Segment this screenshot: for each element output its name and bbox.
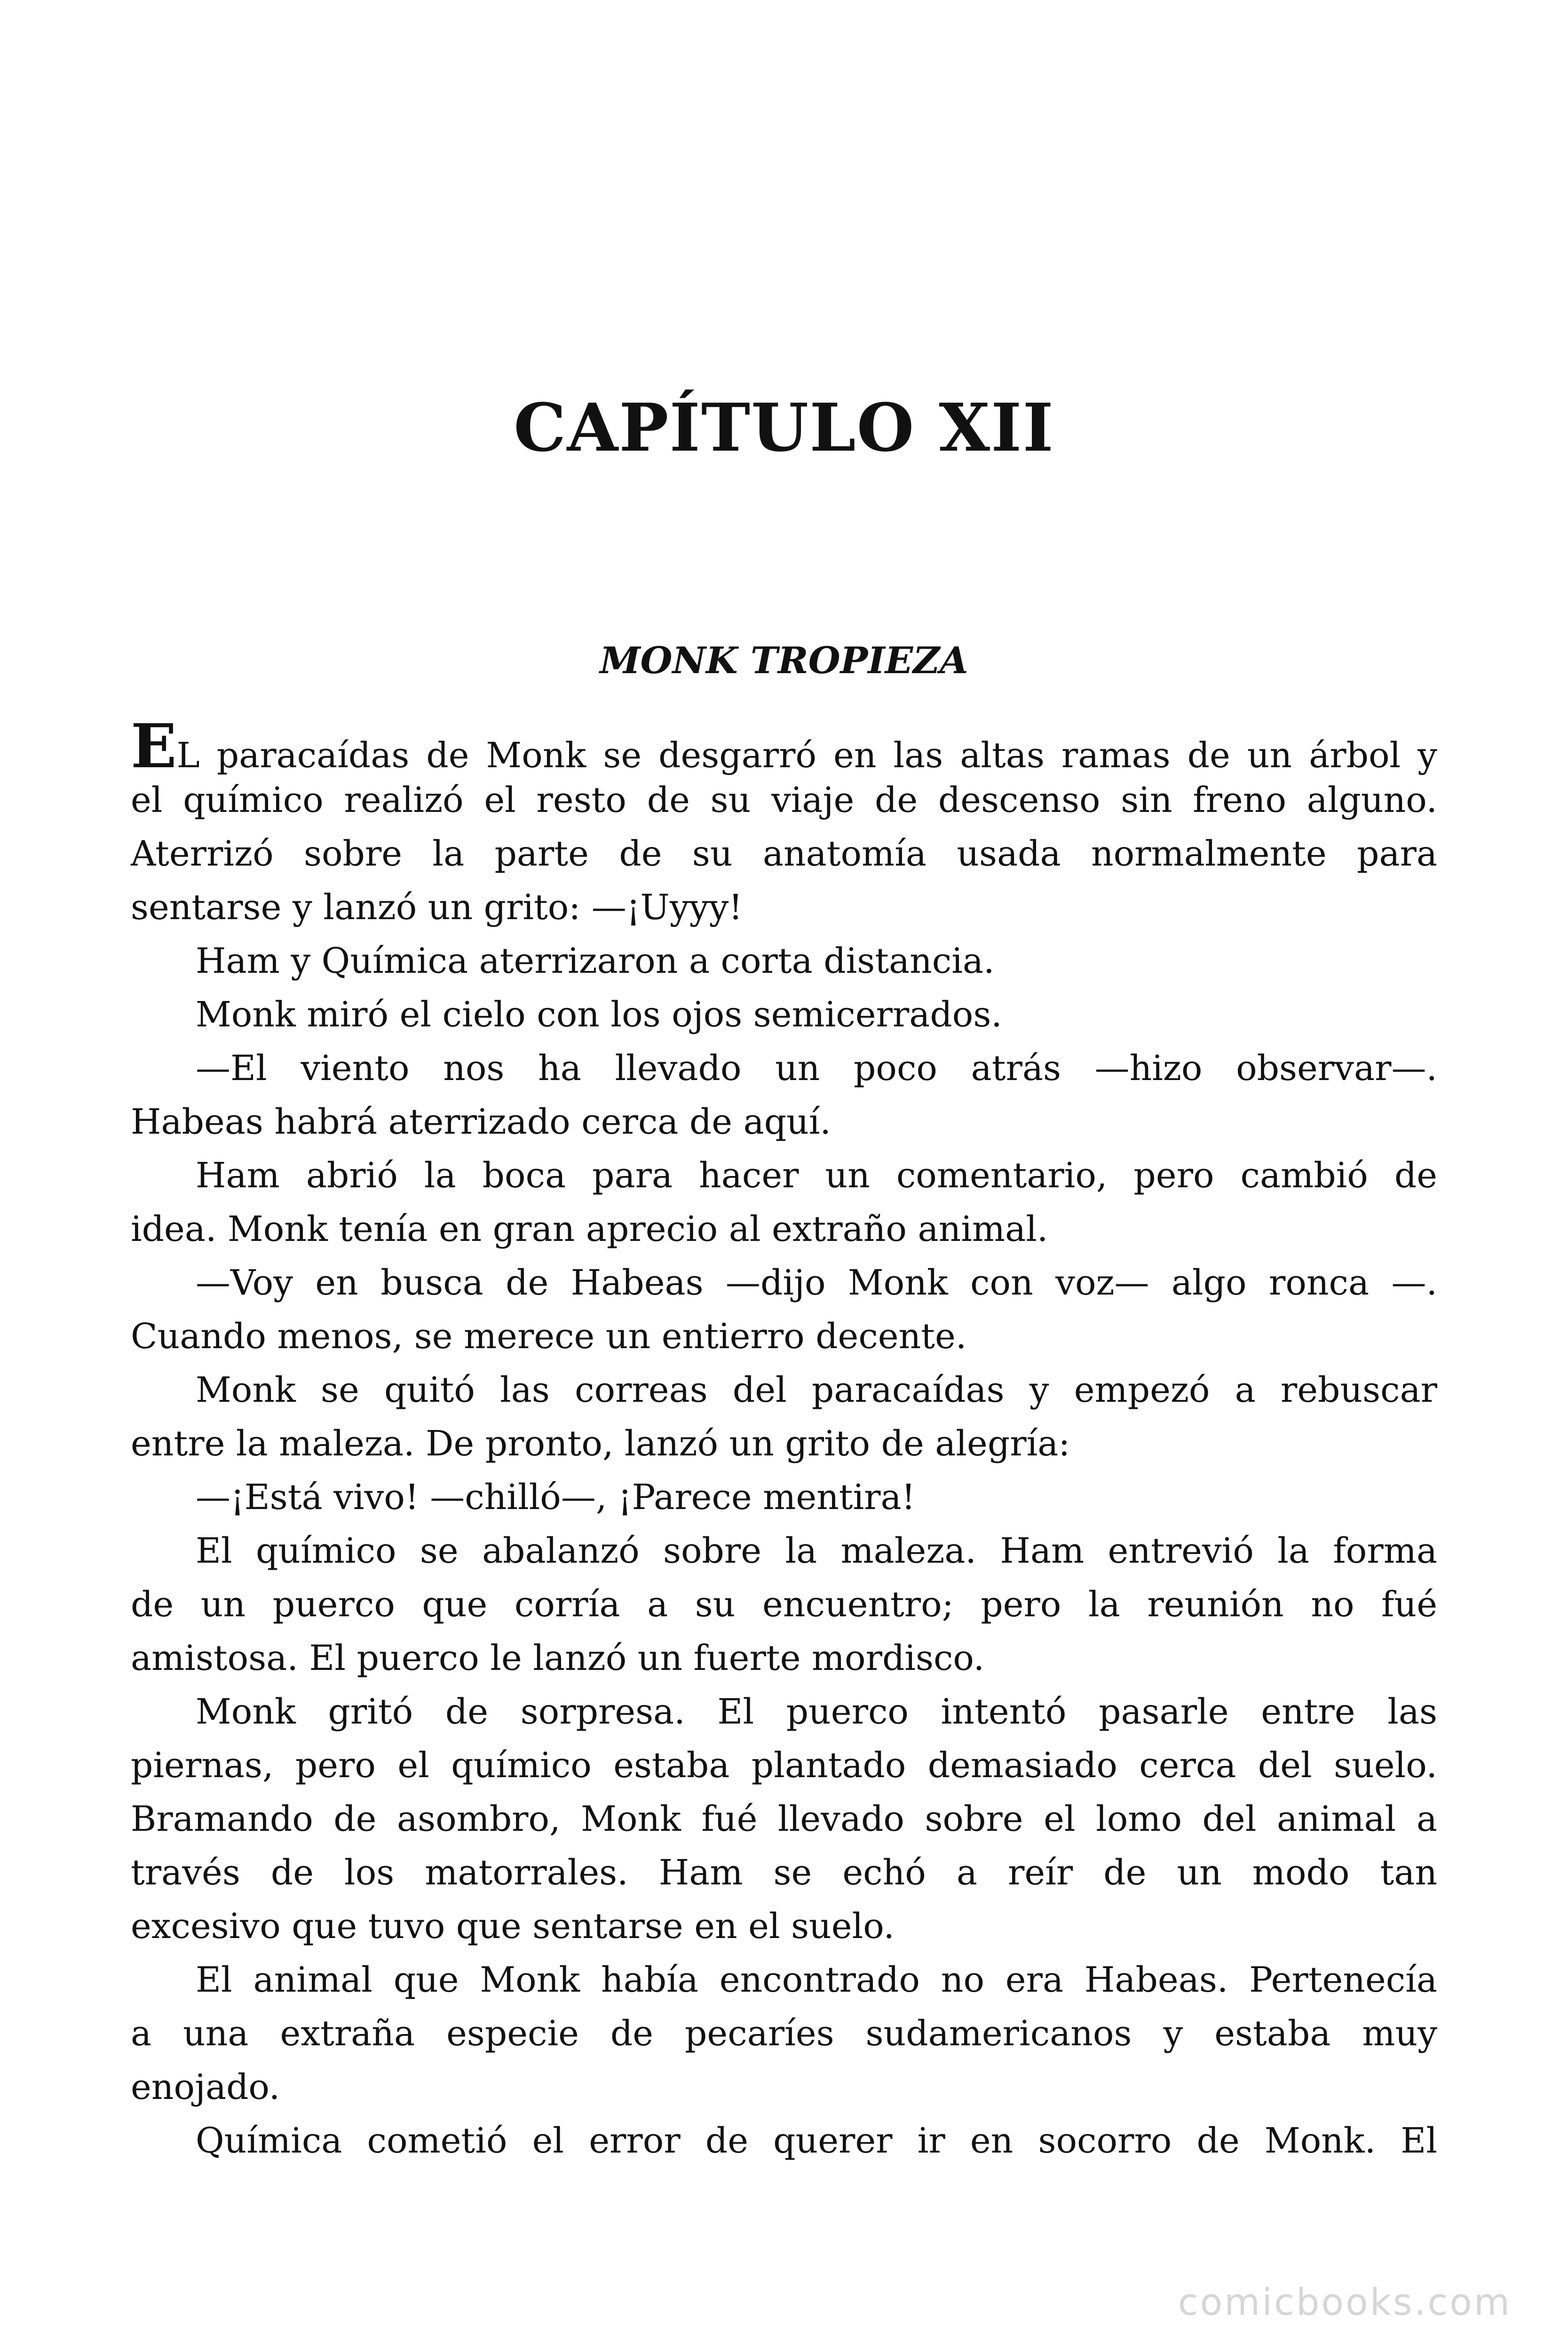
text-line: Habeas habrá aterrizado cerca de aquí. [131,1102,831,1142]
text-line: Ham abrió la boca para hacer un comentario, pero cambió de [196,1155,1437,1196]
text-line: sentarse y lanzó un grito: —¡Uyyy! [131,887,743,928]
text-line: Aterrizó sobre la parte de su anatomía usada normalmente para [131,834,1437,874]
text-line: Monk miró el cielo con los ojos semicerrados. [196,994,1002,1035]
text-line: de un puerco que corría a su encuentro; pero la reunión no fué [131,1584,1437,1625]
text-line: Ham y Química aterrizaron a corta distancia. [196,941,995,981]
text-line: Cuando menos, se merece un entierro decente. [131,1316,967,1357]
text-line: excesivo que tuvo que sentarse en el suelo. [131,1906,895,1947]
text-line: El químico se abalanzó sobre la maleza. Ham entrevió la forma [196,1531,1437,1571]
text-line: través de los matorrales. Ham se echó a reír de un modo tan [131,1852,1437,1893]
text-line: idea. Monk tenía en gran aprecio al extraño animal. [131,1209,1048,1249]
drop-cap: E [131,711,177,782]
text-line: entre la maleza. De pronto, lanzó un grito de alegría: [131,1423,1070,1464]
text-line: piernas, pero el químico estaba plantado demasiado cerca del suelo. [131,1745,1437,1786]
first-line [131,711,1437,782]
chapter-title: CAPÍTULO XII [514,389,1054,467]
text-line: Monk gritó de sorpresa. El puerco intentó pasarle entre las [196,1692,1437,1732]
text-line: —El viento nos ha llevado un poco atrás —hizo observar—. [196,1048,1437,1089]
text-line: Bramando de asombro, Monk fué llevado sobre el lomo del animal a [131,1799,1437,1839]
chapter-subtitle: MONK TROPIEZA [600,639,968,682]
text-line: —¡Está vivo! —chilló—, ¡Parece mentira! [196,1477,916,1518]
text-line: Monk se quitó las correas del paracaídas y empezó a rebuscar [196,1370,1437,1410]
watermark: comicbooks.com [1178,2281,1512,2324]
text-line: amistosa. El puerco le lanzó un fuerte mordisco. [131,1638,985,1678]
first-line-text: paracaídas de Monk se desgarró en las altas ramas de un árbol y [199,735,1437,776]
text-line: —Voy en busca de Habeas —dijo Monk con voz— algo ronca —. [196,1263,1437,1303]
text-line: el químico realizó el resto de su viaje de descenso sin freno alguno. [131,780,1437,820]
text-line: Química cometió el error de querer ir en socorro de Monk. El [196,2121,1437,2161]
text-line: enojado. [131,2067,280,2107]
small-cap: L [176,735,200,776]
text-line: a una extraña especie de pecaríes sudamericanos y estaba muy [131,2013,1437,2054]
text-line: El animal que Monk había encontrado no era Habeas. Pertenecía [196,1960,1437,2000]
body-text [131,711,1437,2168]
